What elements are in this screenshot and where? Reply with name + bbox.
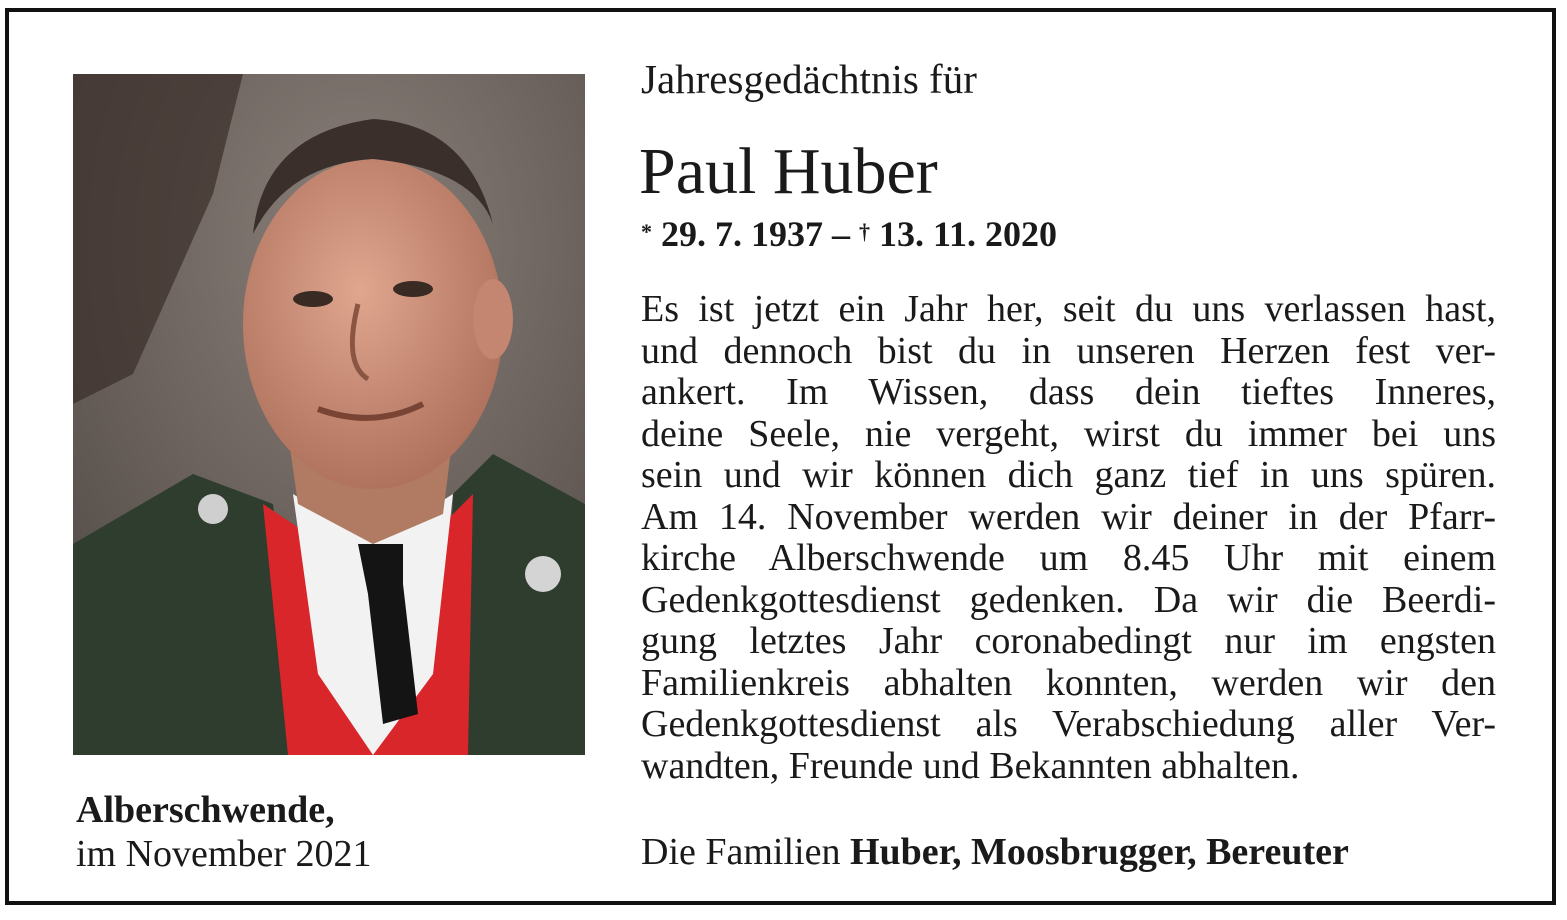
notice-heading: Jahresgedächtnis für [641, 56, 977, 102]
family-names: Huber, Moosbrugger, Bereuter [849, 831, 1349, 873]
memorial-text [641, 289, 1496, 787]
portrait-illustration [73, 74, 585, 755]
caption-place: Alberschwende, [76, 789, 335, 831]
text-line: kirche Alberschwende um 8.45 Uhr mit einem [641, 537, 1496, 579]
text-line: Gedenkgottesdienst gedenken. Da wir die Beerdi- [641, 578, 1496, 621]
face [243, 159, 503, 489]
signature [641, 830, 1349, 874]
birth-symbol: * [641, 219, 652, 244]
lapel-badge-left [198, 494, 228, 524]
text-line: wandten, Freunde und Bekannten abhalten. [641, 744, 1300, 787]
caption-date: im November 2021 [76, 833, 372, 875]
death-symbol: † [859, 219, 870, 244]
signature-prefix: Die Familien [641, 831, 850, 873]
portrait-photo [73, 74, 585, 755]
text-line: gung letztes Jahr coronabedingt nur im engsten [641, 620, 1496, 662]
text-line: Am 14. November werden wir deiner in der Pfarr- [641, 495, 1496, 538]
text-line: Es ist jetzt ein Jahr her, seit du uns verlassen hast, [641, 288, 1496, 330]
death-date: 13. 11. 2020 [879, 214, 1058, 254]
lapel-badge-right [525, 556, 561, 592]
text-line: ankert. Im Wissen, dass dein tieftes Inneres, [641, 371, 1496, 413]
text-line: sein und wir können dich ganz tief in uns spüren. [641, 454, 1496, 496]
date-separator: – [823, 214, 859, 254]
deceased-name: Paul Huber [639, 135, 938, 208]
text-line: und dennoch bist du in unseren Herzen fest ver- [641, 329, 1496, 372]
text-line: deine Seele, nie vergeht, wirst du immer bei uns [641, 412, 1496, 455]
text-line: Gedenkgottesdienst als Verabschiedung aller Ver- [641, 703, 1496, 745]
text-line: Familienkreis abhalten konnten, werden wir den [641, 661, 1496, 704]
life-dates [641, 212, 1057, 256]
birth-date: 29. 7. 1937 [661, 214, 823, 254]
